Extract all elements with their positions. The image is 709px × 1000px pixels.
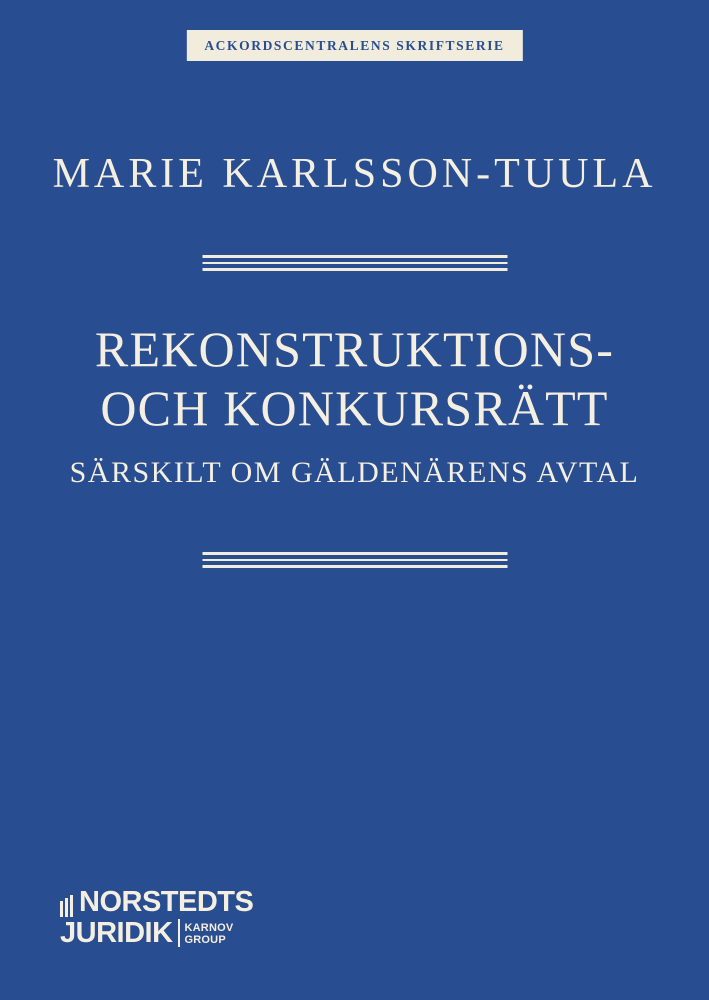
publisher-logo (60, 888, 253, 948)
rule-line (202, 262, 507, 264)
decorative-rule-bottom (202, 552, 507, 568)
series-banner: ACKORDSCENTRALENS SKRIFTSERIE (186, 30, 522, 61)
rule-line (202, 255, 507, 258)
book-title-line-2: OCH KONKURSRÄTT (100, 380, 609, 436)
rule-line (202, 268, 507, 271)
publisher-sub-row (60, 919, 253, 948)
author-name: MARIE KARLSSON-TUULA (52, 151, 657, 197)
publisher-name: NORSTEDTS (79, 886, 254, 918)
publisher-group-line-2: GROUP (184, 934, 226, 947)
publisher-group (185, 922, 234, 948)
rule-line (202, 552, 507, 555)
decorative-rule-top (202, 255, 507, 271)
publisher-group-line-1: KARNOV (184, 921, 234, 934)
title-block (0, 320, 709, 490)
book-title-line-1: REKONSTRUKTIONS- (94, 321, 615, 377)
book-subtitle: SÄRSKILT OM GÄLDENÄRENS AVTAL (69, 456, 640, 489)
rule-line (202, 559, 507, 561)
rule-line (202, 565, 507, 568)
divider (178, 919, 180, 947)
bars-icon (60, 895, 75, 917)
publisher-name-row (60, 888, 253, 917)
publisher-sub-name: JURIDIK (60, 917, 173, 949)
